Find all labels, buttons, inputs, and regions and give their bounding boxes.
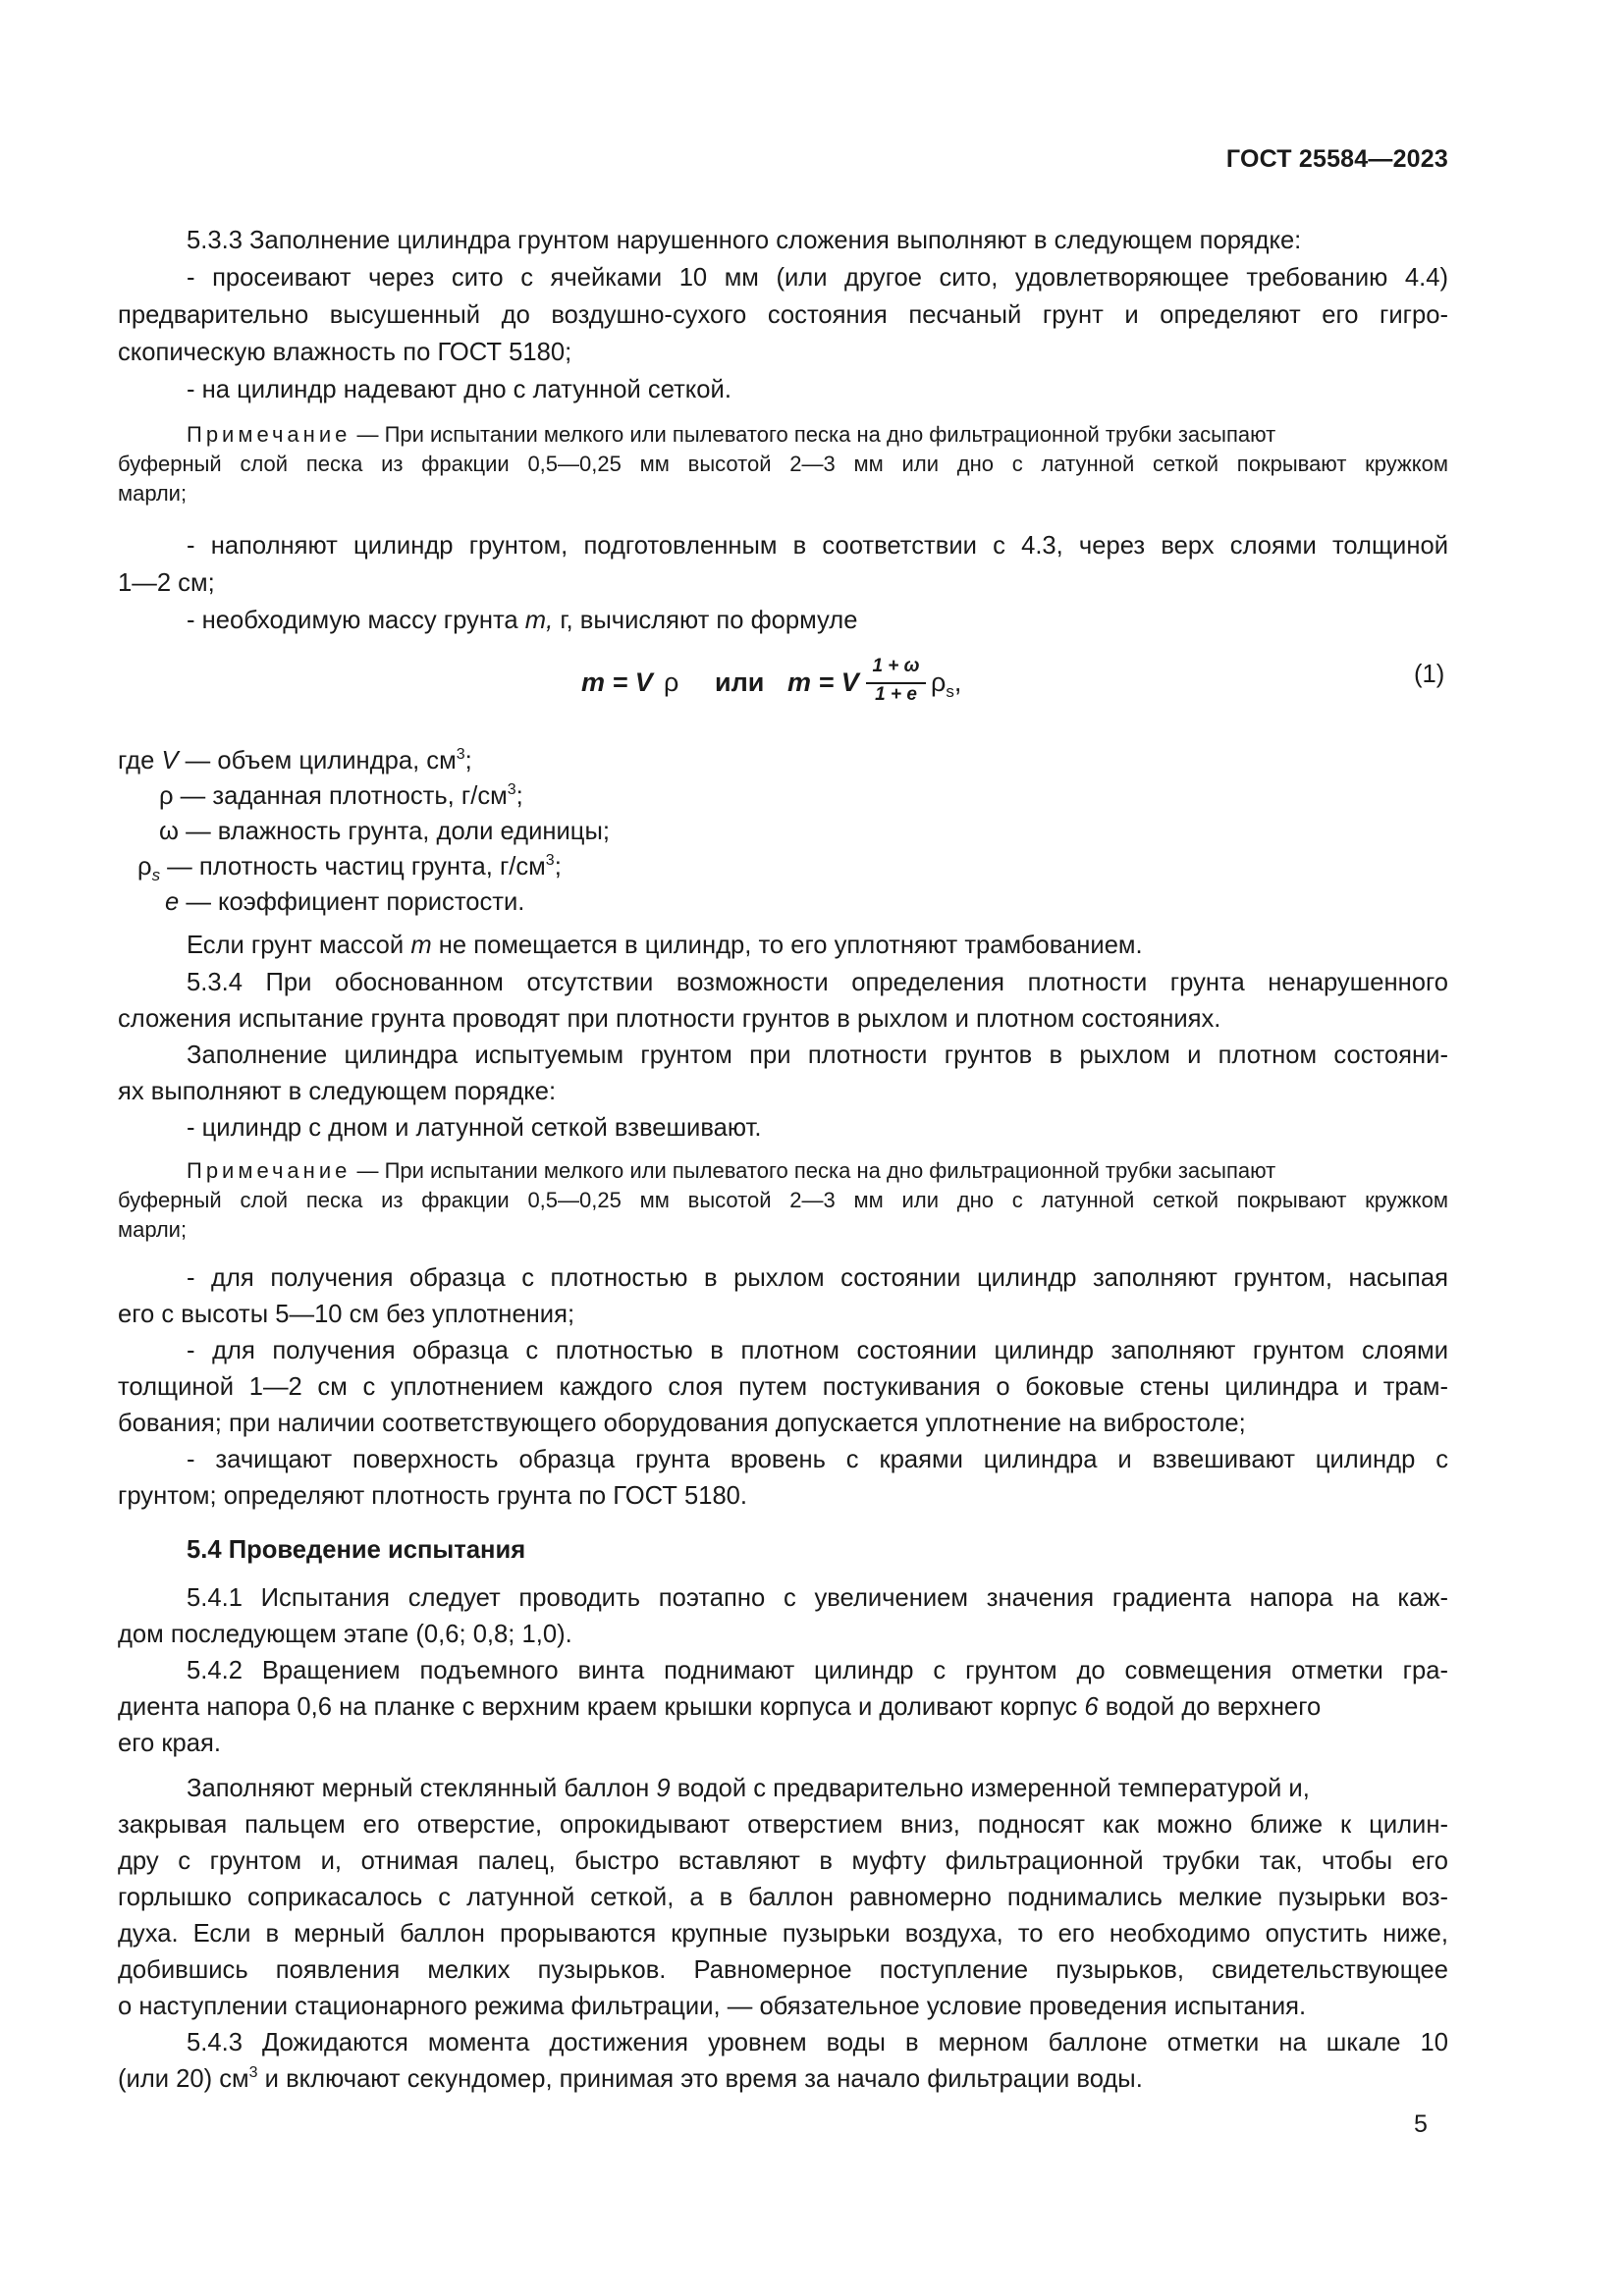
paragraph-line: предварительно высушенный до воздушно-сухого состояния песчаный грунт и определяют его гигро-: [118, 301, 1448, 329]
paragraph-line: Если грунт массой m не помещается в цилиндр, то его уплотняют трамбованием.: [187, 932, 1143, 959]
paragraph-line: - просеивают через сито с ячейками 10 мм (или другое сито, удовлетворяющее требованию 4.4): [187, 264, 1448, 292]
paragraph-line: горлышко соприкасалось с латунной сеткой, а в баллон равномерно поднимались мелкие пузырьки воз-: [118, 1884, 1448, 1911]
paragraph-line: - для получения образца с плотностью в рыхлом состоянии цилиндр заполняют грунтом, насыпая: [187, 1264, 1448, 1292]
paragraph-line: дом последующем этапе (0,6; 0,8; 1,0).: [118, 1621, 572, 1648]
note-line: буферный слой песка из фракции 0,5—0,25 мм высотой 2—3 мм или дно с латунной сеткой покрывают кружком: [118, 1188, 1448, 1212]
equation-number: (1): [1414, 661, 1445, 688]
paragraph-line: ях выполняют в следующем порядке:: [118, 1078, 557, 1105]
note-label: Примечание: [187, 1158, 352, 1183]
standard-header: ГОСТ 25584—2023: [1225, 145, 1448, 173]
legend-line: e — коэффициент пористости.: [165, 888, 525, 916]
legend-line: ρ — заданная плотность, $г/см^3$;: [159, 781, 523, 810]
paragraph-line: (или 20) $см^3$ и включают секундомер, принимая это время за начало фильтрации воды.: [118, 2064, 1143, 2093]
page-number: 5: [1414, 2110, 1428, 2138]
paragraph-line: - для получения образца с плотностью в плотном состоянии цилиндр заполняют грунтом слоями: [187, 1337, 1448, 1364]
paragraph-line: Заполняют мерный стеклянный баллон 9 водой с предварительно измеренной температурой и,: [187, 1775, 1310, 1802]
paragraph-line: - зачищают поверхность образца грунта вровень с краями цилиндра и взвешивают цилиндр с: [187, 1446, 1448, 1473]
formula-1: m = V ρ или m = V 1 + ω 1 + e $\rho_s$,: [581, 656, 962, 705]
legend-line: $\rho_s$ — плотность частиц грунта, $г/см^3$;: [137, 852, 562, 884]
paragraph-line: - наполняют цилиндр грунтом, подготовленным в соответствии с 4.3, через верх слоями толщиной: [187, 532, 1448, 560]
paragraph-line: сложения испытание грунта проводят при плотности грунтов в рыхлом и плотном состояниях.: [118, 1005, 1221, 1033]
paragraph-line: о наступлении стационарного режима фильтрации, — обязательное условие проведения испытания.: [118, 1993, 1307, 2020]
paragraph-line: его края.: [118, 1730, 221, 1757]
paragraph-line: - на цилиндр надевают дно с латунной сеткой.: [187, 376, 731, 403]
note-line: Примечание — При испытании мелкого или пылеватого песка на дно фильтрационной трубки засыпают: [187, 1158, 1276, 1183]
paragraph-line: 5.4.1 Испытания следует проводить поэтапно с увеличением значения градиента напора на каж-: [187, 1584, 1448, 1612]
paragraph-line: Заполнение цилиндра испытуемым грунтом при плотности грунтов в рыхлом и плотном состояни-: [187, 1041, 1448, 1069]
paragraph-line: 5.3.4 При обоснованном отсутствии возможности определения плотности грунта ненарушенного: [187, 969, 1448, 996]
paragraph-line: бования; при наличии соответствующего оборудования допускается уплотнение на вибростоле;: [118, 1410, 1246, 1437]
paragraph-line: грунтом; определяют плотность грунта по ГОСТ 5180.: [118, 1482, 748, 1510]
paragraph-line: 1—2 см;: [118, 569, 215, 597]
paragraph-line: скопическую влажность по ГОСТ 5180;: [118, 339, 572, 366]
paragraph-line: - цилиндр с дном и латунной сеткой взвешивают.: [187, 1114, 762, 1142]
note-label: Примечание: [187, 422, 352, 447]
paragraph-line: 5.4.2 Вращением подъемного винта поднимают цилиндр с грунтом до совмещения отметки гра-: [187, 1657, 1448, 1684]
paragraph-line: диента напора 0,6 на планке с верхним краем крышки корпуса и доливают корпус 6 водой до верхнего: [118, 1693, 1322, 1721]
paragraph-line: - необходимую массу грунта m, г, вычисляют по формуле: [187, 607, 858, 634]
paragraph-line: дру с грунтом и, отнимая палец, быстро вставляют в муфту фильтрационной трубки так, чтобы его: [118, 1847, 1448, 1875]
legend-line: где V — объем цилиндра, $см^3$;: [118, 746, 472, 774]
note-line: Примечание — При испытании мелкого или пылеватого песка на дно фильтрационной трубки засыпают: [187, 422, 1276, 447]
paragraph-line: 5.4.3 Дожидаются момента достижения уровнем воды в мерном баллоне отметки на шкале 10: [187, 2029, 1448, 2056]
note-line: марли;: [118, 1217, 188, 1242]
section-heading: 5.4 Проведение испытания: [187, 1536, 526, 1564]
note-line: марли;: [118, 481, 188, 506]
paragraph-line: добившись появления мелких пузырьков. Равномерное поступление пузырьков, свидетельствующее: [118, 1956, 1448, 1984]
legend-line: ω — влажность грунта, доли единицы;: [159, 818, 610, 845]
paragraph-line: закрывая пальцем его отверстие, опрокидывают отверстием вниз, подносят как можно ближе к цилин-: [118, 1811, 1448, 1839]
paragraph-line: духа. Если в мерный баллон прорываются крупные пузырьки воздуха, то его необходимо опустить ниже,: [118, 1920, 1448, 1948]
paragraph-line: 5.3.3 Заполнение цилиндра грунтом нарушенного сложения выполняют в следующем порядке:: [187, 227, 1302, 254]
paragraph-line: его с высоты 5—10 см без уплотнения;: [118, 1301, 575, 1328]
note-line: буферный слой песка из фракции 0,5—0,25 мм высотой 2—3 мм или дно с латунной сеткой покрывают кружком: [118, 452, 1448, 476]
paragraph-line: толщиной 1—2 см с уплотнением каждого слоя путем постукивания о боковые стены цилиндра и трам-: [118, 1373, 1448, 1401]
